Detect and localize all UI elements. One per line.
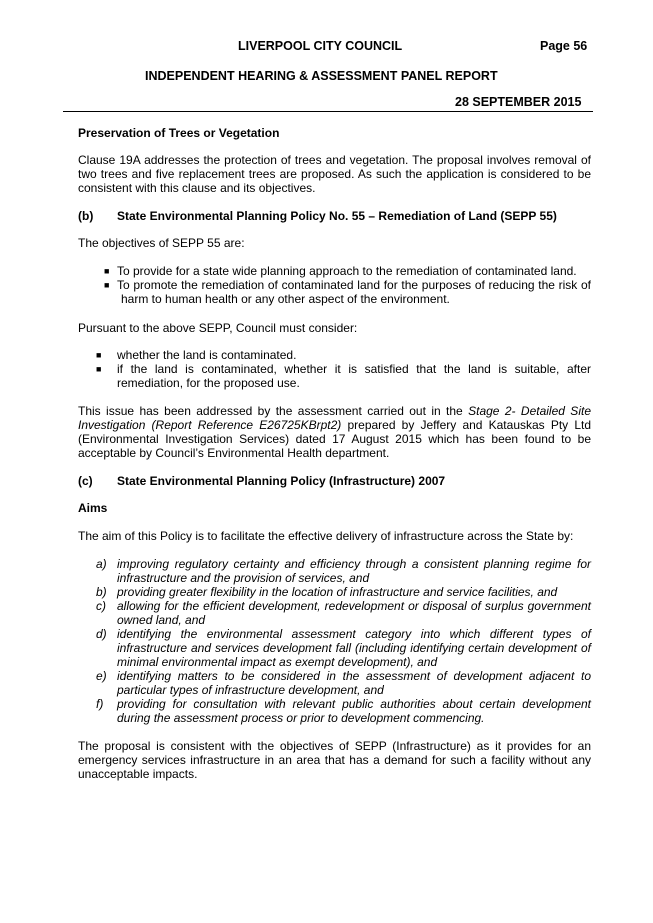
aims-intro: The aim of this Policy is to facilitate the effective delivery of infrastructure across the State by: <box>78 529 574 543</box>
aim-text: particular types of infrastructure development, and <box>117 683 384 697</box>
aim-text: during the assessment process or prior to development commencing. <box>117 711 485 725</box>
aim-label: b) <box>96 585 107 599</box>
aim-text: allowing for the efficient development, redevelopment or disposal of surplus government <box>117 599 591 613</box>
trees-paragraph: Clause 19A addresses the protection of trees and vegetation. The proposal involves removal of two trees and five replacement trees are proposed. As such the application is considered to be consistent with this clause and its objectives. <box>78 153 591 195</box>
header-rule <box>63 111 593 112</box>
assessment-line-3: (Environmental Investigation Services) dated 17 August 2015 which has been found to be <box>78 432 591 446</box>
sepp55-objective-cont: harm to human health or any other aspect of the environment. <box>121 292 450 306</box>
aim-label: e) <box>96 669 107 683</box>
assessment-line-2: Investigation (Report Reference E26725KBrpt2) prepared by Jeffery and Katauskas Pty Ltd <box>78 418 592 432</box>
aim-label: a) <box>96 557 107 571</box>
trees-heading: Preservation of Trees or Vegetation <box>78 126 280 140</box>
bullet-icon: ■ <box>96 364 102 374</box>
consideration-cont: remediation, for the proposed use. <box>117 376 300 390</box>
consider-intro: Pursuant to the above SEPP, Council must consider: <box>78 321 358 335</box>
sepp55-objective: To provide for a state wide planning approach to the remediation of contaminated land. <box>117 264 577 278</box>
aim-text: identifying matters to be considered in the assessment of development adjacent to <box>117 669 591 683</box>
aims-heading: Aims <box>78 501 108 515</box>
aim-text: improving regulatory certainty and efficiency through a consistent planning regime for <box>117 557 591 571</box>
consideration: whether the land is contaminated. <box>117 348 297 362</box>
aim-label: d) <box>96 627 107 641</box>
consideration: if the land is contaminated, whether it is satisfied that the land is suitable, after <box>117 362 591 376</box>
report-date: 28 SEPTEMBER 2015 <box>455 95 582 109</box>
infra-letter: (c) <box>78 474 93 488</box>
aim-text: minimal environmental impact as exempt development), and <box>117 655 438 669</box>
sepp55-heading: State Environmental Planning Policy No. 55 – Remediation of Land (SEPP 55) <box>117 209 557 223</box>
page-number: Page 56 <box>540 39 588 53</box>
sepp55-intro: The objectives of SEPP 55 are: <box>78 236 245 250</box>
aim-text: providing greater flexibility in the location of infrastructure and service facilities, and <box>117 585 558 599</box>
aim-text: providing for consultation with relevant public authorities about certain development <box>117 697 591 711</box>
aim-text: infrastructure and services development fall (including identifying certain development of <box>117 641 591 655</box>
assessment-line-4: acceptable by Council’s Environmental Health department. <box>78 446 390 460</box>
sepp55-objective: To promote the remediation of contaminated land for the purposes of reducing the risk of <box>117 278 591 292</box>
aim-label: f) <box>96 697 104 711</box>
bullet-icon: ■ <box>96 350 102 360</box>
aim-label: c) <box>96 599 106 613</box>
infra-heading: State Environmental Planning Policy (Infrastructure) 2007 <box>117 474 446 488</box>
aim-text: owned land, and <box>117 613 206 627</box>
aim-text: identifying the environmental assessment category into which different types of <box>117 627 591 641</box>
bullet-icon: ■ <box>104 280 110 290</box>
council-name: LIVERPOOL CITY COUNCIL <box>238 39 403 53</box>
assessment-line-1: This issue has been addressed by the assessment carried out in the Stage 2- Detailed Site <box>78 404 591 418</box>
conclusion-paragraph: The proposal is consistent with the objectives of SEPP (Infrastructure) as it provides for an emergency services infrastructure in an area that has a demand for such a facility without any unacceptable impacts. <box>78 739 591 781</box>
sepp55-letter: (b) <box>78 209 94 223</box>
aim-text: infrastructure and the provision of services, and <box>117 571 370 585</box>
bullet-icon: ■ <box>104 266 110 276</box>
report-title: INDEPENDENT HEARING & ASSESSMENT PANEL REPORT <box>145 69 498 83</box>
